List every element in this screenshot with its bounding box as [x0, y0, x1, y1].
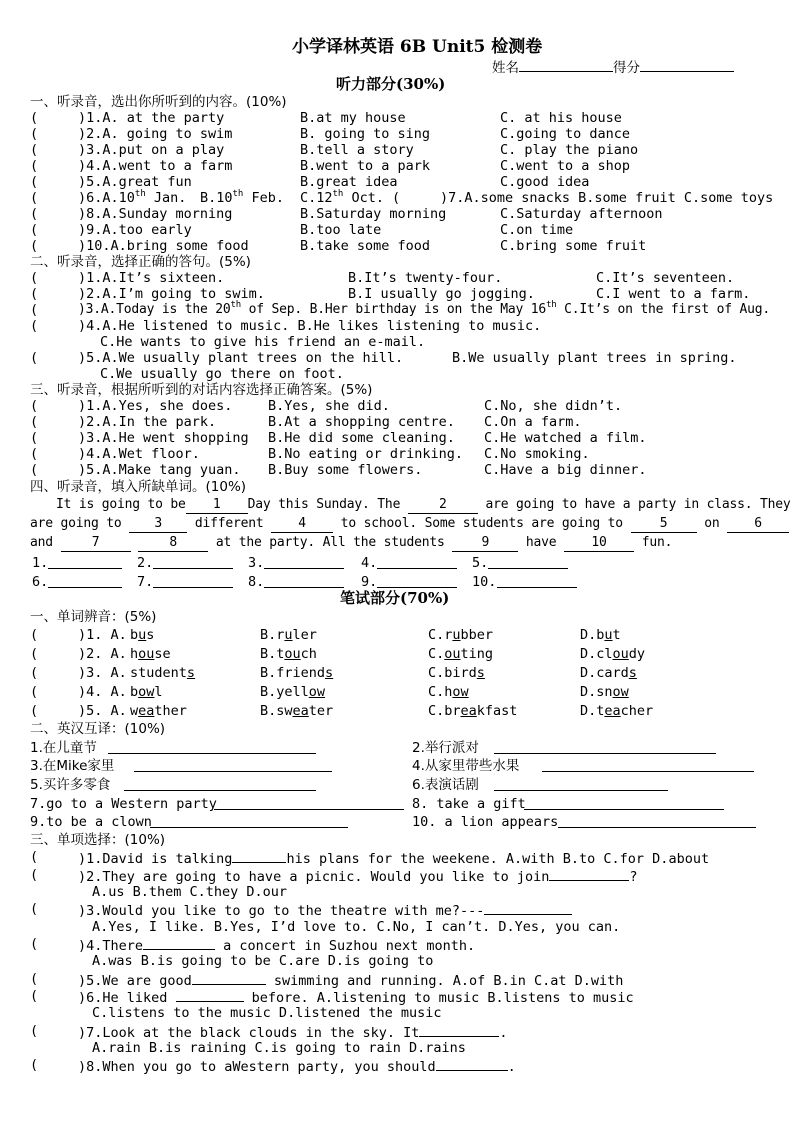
answer-field[interactable] [377, 555, 457, 569]
paren: ( [30, 1057, 39, 1073]
underlined-letters: s [628, 665, 637, 681]
question-text[interactable]: )2.They are going to have a picnic. Would you like to join ? [78, 869, 638, 885]
answer-label: 2. [137, 555, 154, 571]
option-a[interactable]: )1.A. at the party [78, 110, 225, 126]
option-a[interactable]: )5.A.great fun [78, 174, 192, 190]
blank-6[interactable]: 6 [727, 516, 789, 533]
paren: ( [30, 142, 39, 158]
blank-10[interactable]: 10 [564, 535, 634, 552]
option-c[interactable]: C.on time [500, 222, 574, 238]
paren: ( [30, 158, 39, 174]
answer-label: 8. [248, 574, 265, 590]
option-a[interactable]: )2.A.In the park. [78, 414, 217, 430]
option-b[interactable]: B.No eating or drinking. [268, 446, 464, 462]
option-c[interactable]: C.We usually go there on foot. [100, 366, 344, 382]
listening-4-heading: 四、听录音，填入所缺单词。(10%) [30, 479, 247, 495]
option-a[interactable]: students [130, 665, 196, 681]
options[interactable]: C.listens to the music D.listened the music [92, 1005, 442, 1021]
paren: ( [30, 430, 39, 446]
option-a[interactable]: )1.A.Yes, she does. [78, 398, 233, 414]
translate-item: 7.go to a Western party [30, 796, 217, 812]
option-b[interactable]: B. going to sing [300, 126, 431, 142]
cloze-line-1: It is going to be 1 Day this Sunday. The 2 are going to have a party in class. They [56, 497, 791, 512]
paren: ( [30, 174, 39, 190]
translate-field[interactable] [134, 758, 332, 772]
listening-3-heading: 三、听录音，根据所听到的对话内容选择正确答案。(5%) [30, 382, 373, 398]
option-c[interactable]: C.No smoking. [484, 446, 590, 462]
listening-section-header: 听力部分(30%) [336, 75, 446, 93]
question-text[interactable]: )3.Would you like to go to the theatre with me?--- [78, 901, 572, 919]
option-d[interactable]: D.snow [580, 684, 629, 700]
underlined-letters: ou [284, 646, 301, 662]
option-a[interactable]: bus [130, 627, 155, 643]
option-c[interactable]: C.good idea [500, 174, 590, 190]
option-a[interactable]: )5.A.Make tang yuan. [78, 462, 241, 478]
blank-2[interactable]: 2 [408, 497, 478, 514]
answer-field[interactable] [264, 555, 344, 569]
underlined-letters: u [452, 627, 461, 643]
paren: ( [392, 190, 401, 206]
option-b[interactable]: B.take some food [300, 238, 431, 254]
blank-5[interactable]: 5 [631, 516, 697, 533]
option-c[interactable]: C.going to dance [500, 126, 631, 142]
underlined-letters: s [476, 665, 485, 681]
translate-item: 5.买许多零食 [30, 777, 111, 793]
option-a[interactable]: )5.A.We usually plant trees on the hill. [78, 350, 404, 366]
paren: ( [30, 398, 39, 414]
paren: ( [30, 286, 39, 302]
score-label: 得分 [613, 60, 640, 76]
option-b[interactable]: B.Yes, she did. [268, 398, 390, 414]
written-2-heading: 二、英汉互译：(10%) [30, 721, 166, 737]
answer-label: 3. [248, 555, 265, 571]
underlined-letters: ou [444, 646, 461, 662]
option-b[interactable]: B.ruler [260, 627, 317, 643]
paren: ( [30, 971, 39, 987]
paren: ( [30, 646, 39, 662]
option-c[interactable]: C.Saturday afternoon [500, 206, 663, 222]
options[interactable]: A.rain B.is raining C.is going to rain D.rains [92, 1040, 466, 1056]
translate-field[interactable] [542, 758, 754, 772]
underlined-letters: ea [604, 703, 621, 719]
answer-field[interactable] [48, 555, 122, 569]
option-b[interactable]: B.at my house [300, 110, 406, 126]
page-title: 小学译林英语 6B Unit5 检测卷 [292, 37, 543, 57]
score-field[interactable] [640, 58, 734, 72]
translate-item: 8. take a gift [412, 796, 526, 812]
underlined-letters: ou [138, 646, 155, 662]
answer-field[interactable] [377, 574, 457, 588]
paren: ( [30, 849, 39, 865]
blank-8[interactable]: 8 [138, 535, 208, 552]
underlined-letters: u [138, 627, 147, 643]
option-a[interactable]: )8.A.Sunday morning [78, 206, 233, 222]
option-c[interactable]: C.On a farm. [484, 414, 582, 430]
blank-7[interactable]: 7 [61, 535, 131, 552]
option-a[interactable]: )2.A. going to swim [78, 126, 233, 142]
listening-1-heading: 一、听录音，选出你所听到的内容。(10%) [30, 94, 287, 110]
underlined-letters: u [604, 627, 613, 643]
translate-item: 6.表演话剧 [412, 777, 479, 793]
paren: ( [30, 302, 39, 318]
underlined-letters: u [284, 627, 293, 643]
answer-label: 4. [361, 555, 378, 571]
written-section-header: 笔试部分(70%) [340, 589, 450, 607]
options[interactable]: A.Yes, I like. B.Yes, I’d love to. C.No, I can’t. D.Yes, you can. [92, 919, 621, 935]
option-c[interactable]: C.He watched a film. [484, 430, 647, 446]
option-b[interactable]: B.It’s twenty-four. [348, 270, 503, 286]
paren: ( [30, 936, 39, 952]
translate-field[interactable] [494, 777, 668, 791]
answer-field[interactable] [264, 574, 344, 588]
translate-field[interactable] [150, 814, 348, 828]
underlined-letters: ea [460, 703, 477, 719]
option-a[interactable]: )3.A.put on a play [78, 142, 225, 158]
option-c[interactable]: C.outing [428, 646, 494, 662]
underlined-letters: ow [308, 684, 326, 700]
option-a[interactable]: )10.A.bring some food [78, 238, 249, 254]
translate-item: 10. a lion appears [412, 814, 559, 830]
question-text[interactable]: )5.We are good swimming and running. A.of B.in C.at D.with [78, 973, 624, 989]
option-b[interactable]: B.went to a park [300, 158, 431, 174]
option-c[interactable]: C.I went to a farm. [596, 286, 751, 302]
paren: ( [30, 901, 39, 917]
options[interactable]: A.us B.them C.they D.our [92, 884, 288, 900]
paren: ( [30, 988, 39, 1004]
translate-field[interactable] [108, 740, 316, 754]
option-d[interactable]: D.teacher [580, 703, 654, 719]
question-text[interactable]: )7.Look at the black clouds in the sky. It . [78, 1025, 508, 1041]
cloze-line-2: are going to 3 different 4 to school. Some students are going to 5 on 6 [30, 516, 789, 533]
option-a[interactable]: )4.A.went to a farm [78, 158, 233, 174]
answer-label: 7. [137, 574, 154, 590]
translate-item: 9.to be a clown [30, 814, 152, 830]
option-b[interactable]: B.At a shopping centre. [268, 414, 455, 430]
translate-field[interactable] [124, 777, 316, 791]
translate-item: 3.在Mike家里 [30, 758, 115, 774]
option-c[interactable]: C.went to a shop [500, 158, 631, 174]
answer-field[interactable] [153, 574, 233, 588]
option-a[interactable]: )9.A.too early [78, 222, 192, 238]
translate-item: 2.举行派对 [412, 740, 479, 756]
question-number: )5. A. [78, 703, 127, 719]
option-b[interactable]: B.tell a story [300, 142, 414, 158]
option-a[interactable]: weather [130, 703, 187, 719]
underlined-letters: ou [612, 646, 629, 662]
option-c[interactable]: C.how [428, 684, 469, 700]
options[interactable]: A.was B.is going to be C.are D.is going to [92, 953, 434, 969]
question-text[interactable]: )4.There a concert in Suzhou next month. [78, 938, 476, 954]
option-c[interactable]: C.bring some fruit [500, 238, 647, 254]
answer-field[interactable] [488, 555, 568, 569]
question-number: )3. A. [78, 665, 127, 681]
name-score-line [492, 58, 734, 76]
paren: ( [30, 190, 39, 206]
options[interactable]: )3.A.Today is the 20th of Sep. B.Her birthday is on the May 16th C.It’s on the first of Aug. [78, 300, 771, 317]
option-c[interactable]: C.birds [428, 665, 485, 681]
translate-item: 1.在儿童节 [30, 740, 97, 756]
option-c[interactable]: C.12th Oct. [300, 189, 384, 206]
paren: ( [30, 446, 39, 462]
paren: ( [30, 867, 39, 883]
option-b[interactable]: B.too late [300, 222, 382, 238]
blank-3[interactable]: 3 [129, 516, 187, 533]
option-b[interactable]: B.10th Feb. [200, 189, 284, 206]
option-d[interactable]: D.cards [580, 665, 637, 681]
option-a[interactable]: )3.A.He went shopping [78, 430, 249, 446]
option-c[interactable]: C.Have a big dinner. [484, 462, 647, 478]
answer-label: 5. [472, 555, 489, 571]
translate-field[interactable] [524, 796, 724, 810]
underlined-letters: ow [612, 684, 629, 700]
cloze-line-3: and 7 8 at the party. All the students 9 have 10 fun. [30, 535, 673, 550]
underlined-letters: ea [292, 703, 309, 719]
question-text[interactable]: )6.He liked before. A.listening to music B.listens to music [78, 990, 634, 1006]
blank-4[interactable]: 4 [271, 516, 333, 533]
option-c[interactable]: C.rubber [428, 627, 494, 643]
underlined-letters: ea [138, 703, 155, 719]
paren: ( [30, 238, 39, 254]
option-a[interactable]: )2.A.I’m going to swim. [78, 286, 265, 302]
option-b[interactable]: B.touch [260, 646, 317, 662]
question-number: )2. A. [78, 646, 127, 662]
paren: ( [30, 414, 39, 430]
translate-field[interactable] [494, 740, 716, 754]
answer-field[interactable] [48, 574, 122, 588]
paren: ( [30, 110, 39, 126]
paren: ( [30, 703, 39, 719]
answer-field[interactable] [153, 555, 233, 569]
name-field[interactable] [519, 58, 613, 72]
translate-field[interactable] [558, 814, 756, 828]
option-b[interactable]: B.friends [260, 665, 334, 681]
translate-field[interactable] [214, 796, 404, 810]
option-c[interactable]: C.breakfast [428, 703, 518, 719]
option-d[interactable]: D.but [580, 627, 621, 643]
question-number: )4. A. [78, 684, 127, 700]
option-a[interactable]: )6.A.10th Jan. [78, 189, 187, 206]
option-b[interactable]: B.Buy some flowers. [268, 462, 423, 478]
option-b[interactable]: B.I usually go jogging. [348, 286, 535, 302]
paren: ( [30, 206, 39, 222]
written-1-heading: 一、单词辨音：(5%) [30, 609, 157, 625]
underlined-letters: ow [452, 684, 469, 700]
option-a[interactable]: )4.A.Wet floor. [78, 446, 200, 462]
question-text[interactable]: )1.David is talking his plans for the weekene. A.with B.to C.for D.about [78, 851, 710, 867]
written-3-heading: 三、单项选择：(10%) [30, 832, 166, 848]
option-b[interactable]: B.yellow [260, 684, 326, 700]
option-c[interactable]: C. play the piano [500, 142, 639, 158]
underlined-letters: ow [138, 684, 155, 700]
answer-field[interactable] [497, 574, 577, 588]
paren: ( [30, 222, 39, 238]
answer-label: 1. [32, 555, 49, 571]
answer-label: 6. [32, 574, 49, 590]
q7-options[interactable]: )7.A.some snacks B.some fruit C.some toys [440, 190, 774, 206]
question-number: )1. A. [78, 627, 127, 643]
option-b[interactable]: B.He did some cleaning. [268, 430, 455, 446]
paren: ( [30, 684, 39, 700]
option-b[interactable]: B.We usually plant trees in spring. [452, 350, 737, 366]
paren: ( [30, 126, 39, 142]
option-a[interactable]: house [130, 646, 171, 662]
paren: ( [30, 665, 39, 681]
paren: ( [30, 350, 39, 366]
question-text[interactable]: )8.When you go to aWestern party, you should . [78, 1059, 516, 1075]
option-d[interactable]: D.cloudy [580, 646, 646, 662]
paren: ( [30, 270, 39, 286]
blank-9[interactable]: 9 [452, 535, 518, 552]
answer-label: 10. [472, 574, 497, 590]
name-label: 姓名 [492, 60, 519, 76]
options-ab[interactable]: )4.A.He listened to music. B.He likes listening to music. [78, 318, 542, 334]
option-b[interactable]: B.great idea [300, 174, 398, 190]
option-b[interactable]: B.Saturday morning [300, 206, 447, 222]
option-c[interactable]: C.No, she didn’t. [484, 398, 623, 414]
answer-label: 9. [361, 574, 378, 590]
translate-item: 4.从家里带些水果 [412, 758, 520, 774]
paren: ( [30, 1023, 39, 1039]
listening-2-heading: 二、听录音，选择正确的答句。(5%) [30, 254, 251, 270]
paren: ( [30, 318, 39, 334]
paren: ( [30, 627, 39, 643]
option-c[interactable]: C.It’s seventeen. [596, 270, 735, 286]
option-c[interactable]: C. at his house [500, 110, 622, 126]
underlined-letters: s [186, 665, 196, 681]
blank-1[interactable]: 1 [186, 497, 248, 514]
option-b[interactable]: B.sweater [260, 703, 334, 719]
option-a[interactable]: )1.A.It’s sixteen. [78, 270, 225, 286]
option-a[interactable]: bowl [130, 684, 163, 700]
paren: ( [30, 462, 39, 478]
option-c[interactable]: C.He wants to give his friend an e-mail. [100, 334, 426, 350]
underlined-letters: s [325, 665, 334, 681]
